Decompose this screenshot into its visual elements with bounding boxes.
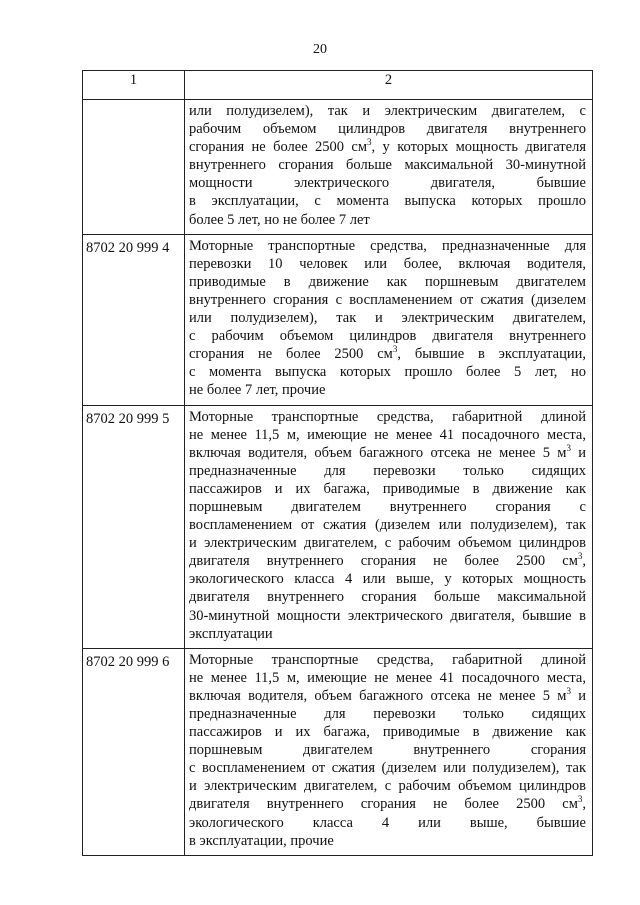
text-segment: и [570,687,586,704]
text-segment: воспламенением от сжатия (дизелем или полудизелем), так [189,517,586,534]
description-line [189,211,586,229]
description-line [189,552,586,570]
text-segment: экологического класса 4 или выше, у которых мощность [189,571,586,588]
text-segment: более 5 лет, но не более 7 лет [189,211,370,228]
column-header-code: 1 [83,71,185,100]
text-segment: включая водителя, объем багажного отсека не менее 5 м [189,687,567,704]
table-row [83,100,593,235]
text-segment: пассажиров и их багажа, приводимые в движение как [189,480,586,497]
tariff-code-cell [83,100,185,235]
text-segment: и электрическим двигателем, с рабочим объемом цилиндров [189,535,586,552]
text-segment: , [582,553,586,570]
text-segment: Моторные транспортные средства, предназначенные для [189,237,586,254]
description-line [189,309,586,327]
superscript: 3 [367,137,372,148]
description-line [189,516,586,534]
description-cell [185,648,593,855]
text-segment: сгорания не более 2500 см [189,139,368,156]
tariff-code-cell: 8702 20 999 6 [83,648,185,855]
text-segment: предназначенные для перевозки только сидящих [189,706,586,722]
text-segment: включая водителя, объем багажного отсека не менее 5 м [189,444,567,461]
tariff-code-cell: 8702 20 999 4 [83,234,185,405]
table-row [83,234,593,405]
text-segment: , бывшие в эксплуатации, [397,346,586,363]
description-line [189,444,586,462]
text-segment: с рабочим объемом цилиндров двигателя внутреннего [189,328,586,345]
text-segment: поршневым двигателем внутреннего сгорания [189,742,586,759]
text-segment: двигателя внутреннего сгорания больше максимальной [189,589,586,606]
text-segment: перевозки 10 человек или более, включая водителя, [189,255,586,272]
description-line [189,607,586,625]
text-segment: внутреннего сгорания больше максимальной 30-минутной [189,157,586,174]
text-segment: предназначенные для перевозки только сидящих [189,462,586,479]
text-segment: приводимые в движение как поршневым двигателем [189,273,586,290]
text-segment: в эксплуатации, прочие [189,832,334,849]
superscript: 3 [392,344,398,355]
table-row [83,405,593,648]
superscript: 3 [577,794,583,805]
description-line [189,156,586,174]
description-line [189,102,586,120]
description-line [189,363,586,381]
description-line [189,192,586,210]
text-segment: в эксплуатации, с момента выпуска которых прошло [189,193,586,210]
text-segment: Моторные транспортные средства, габаритной длиной [189,651,586,668]
text-segment: или полудизелем), так и электрическим двигателем, [189,310,586,327]
description-line [189,498,586,516]
text-segment: и электрическим двигателем, с рабочим объемом цилиндров [189,778,586,795]
table-body [83,100,593,856]
description-line [189,120,586,138]
description-cell [185,234,593,405]
description-cell [185,100,593,235]
text-segment: с воспламенением от сжатия (дизелем или полудизелем), так [189,760,586,777]
text-segment: мощности электрического двигателя, бывшие [189,175,586,192]
description-line [189,687,586,705]
description-line [189,273,586,291]
text-segment: сгорания не более 2500 см [189,346,393,363]
table-row [83,648,593,855]
description-line [189,138,586,156]
text-segment: не более 7 лет, прочие [189,382,326,399]
description-line [189,705,586,723]
text-segment: пассажиров и их багажа, приводимые в движение как [189,724,586,741]
text-segment: или полудизелем), так и электрическим двигателем, с [189,103,586,119]
description-cell [185,405,593,648]
text-segment: двигателя внутреннего сгорания не более 2500 см [189,553,578,570]
superscript: 3 [577,551,583,562]
description-line [189,426,586,444]
description-line [189,795,586,813]
description-line [189,255,586,273]
description-line [189,381,586,399]
description-line [189,777,586,795]
description-line [189,570,586,588]
text-segment: , [582,796,586,813]
text-segment: и [570,444,586,461]
column-header-description: 2 [185,71,593,100]
text-segment: не менее 11,5 м, имеющие не менее 41 посадочного места, [189,426,586,443]
text-segment: двигателя внутреннего сгорания не более 2500 см [189,796,578,813]
description-line [189,237,586,255]
description-line [189,480,586,498]
text-segment: рабочим объемом цилиндров двигателя внутреннего [189,121,586,138]
description-line [189,327,586,345]
description-line [189,345,586,363]
description-line [189,625,586,643]
text-segment: поршневым двигателем внутреннего сгорания с [189,498,586,515]
description-line [189,408,586,426]
description-line [189,814,586,832]
tariff-table [82,70,593,856]
text-segment: не менее 11,5 м, имеющие не менее 41 посадочного места, [189,669,586,686]
description-line [189,651,586,669]
page-number: 20 [313,42,327,57]
description-line [189,669,586,687]
superscript: 3 [566,442,571,453]
description-line [189,534,586,552]
text-segment: эксплуатации [189,625,273,642]
text-segment: Моторные транспортные средства, габаритной длиной [189,408,586,425]
description-line [189,741,586,759]
table-header-row [83,71,593,100]
text-segment: с момента выпуска которых прошло более 5 лет, но [189,364,586,381]
description-line [189,174,586,192]
text-segment: экологического класса 4 или выше, бывшие [189,814,586,831]
description-line [189,832,586,850]
superscript: 3 [566,686,571,697]
description-line [189,723,586,741]
text-segment: 30-минутной мощности электрического двигателя, бывшие в [189,607,586,624]
description-line [189,759,586,777]
text-segment: , у которых мощность двигателя [371,139,586,156]
text-segment: внутреннего сгорания с воспламенением от сжатия (дизелем [189,291,586,308]
description-line [189,588,586,606]
description-line [189,291,586,309]
description-line [189,462,586,480]
tariff-code-cell: 8702 20 999 5 [83,405,185,648]
